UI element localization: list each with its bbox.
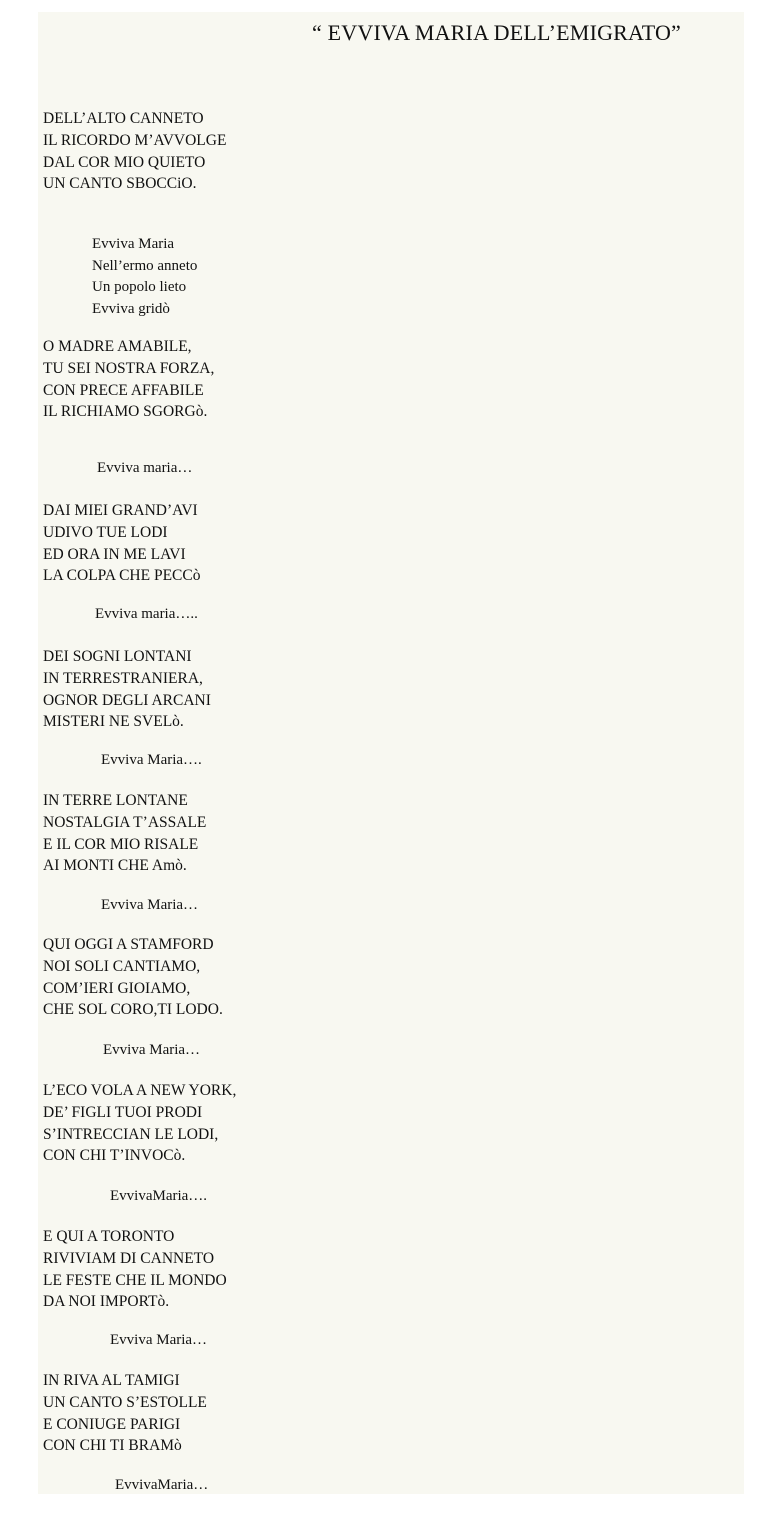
stanza-line: MISTERI NE SVELò. bbox=[43, 713, 184, 731]
stanza-line: DAI MIEI GRAND’AVI bbox=[43, 502, 198, 519]
stanza-line: AI MONTI CHE Amò. bbox=[43, 857, 187, 875]
stanza-9 bbox=[43, 1370, 207, 1457]
stanza-line: UDIVO TUE LODI bbox=[43, 523, 168, 541]
stanza-line: CON CHI TI BRAMò bbox=[43, 1437, 182, 1455]
stanza-line: ED ORA IN ME LAVI bbox=[43, 545, 186, 563]
stanza-line: IL RICORDO M’AVVOLGE bbox=[43, 131, 227, 149]
refrain-5: Evviva Maria… bbox=[103, 1042, 201, 1058]
stanza-6 bbox=[43, 934, 223, 1021]
stanza-5 bbox=[43, 790, 206, 877]
chorus-line: Evviva gridò bbox=[92, 300, 170, 317]
stanza-line: E IL COR MIO RISALE bbox=[43, 835, 199, 853]
stanza-line: IN TERRESTRANIERA, bbox=[43, 669, 203, 687]
stanza-line: DAL COR MIO QUIETO bbox=[43, 153, 206, 171]
refrain-6: EvvivaMaria…. bbox=[110, 1188, 208, 1204]
stanza-line: UN CANTO SBOCCiO. bbox=[43, 175, 197, 193]
stanza-line: CON PRECE AFFABILE bbox=[43, 381, 204, 399]
poem-title: “ EVVIVA MARIA DELL’EMIGRATO” bbox=[312, 20, 681, 45]
stanza-line: L’ECO VOLA A NEW YORK, bbox=[43, 1082, 237, 1099]
stanza-line: TU SEI NOSTRA FORZA, bbox=[43, 359, 215, 377]
stanza-3 bbox=[43, 500, 200, 587]
stanza-line: CHE SOL CORO,TI LODO. bbox=[43, 1001, 223, 1019]
stanza-line: DELL’ALTO CANNETO bbox=[43, 110, 204, 127]
refrain-3: Evviva Maria…. bbox=[101, 752, 202, 768]
stanza-line: E QUI A TORONTO bbox=[43, 1228, 175, 1245]
stanza-line: LE FESTE CHE IL MONDO bbox=[43, 1271, 227, 1289]
stanza-2 bbox=[43, 336, 214, 423]
stanza-4 bbox=[43, 646, 211, 733]
stanza-line: IN TERRE LONTANE bbox=[43, 792, 188, 809]
stanza-line: DA NOI IMPORTò. bbox=[43, 1293, 170, 1311]
stanza-line: UN CANTO S’ESTOLLE bbox=[43, 1393, 207, 1411]
stanza-line: OGNOR DEGLI ARCANI bbox=[43, 691, 211, 709]
refrain-7: Evviva Maria… bbox=[110, 1332, 208, 1348]
refrain-2: Evviva maria….. bbox=[95, 606, 198, 622]
stanza-line: CON CHI T’INVOCò. bbox=[43, 1147, 186, 1165]
stanza-8 bbox=[43, 1226, 227, 1313]
stanza-line: COM’IERI GIOIAMO, bbox=[43, 979, 191, 997]
stanza-line: IN RIVA AL TAMIGI bbox=[43, 1372, 180, 1389]
refrain-1: Evviva maria… bbox=[97, 460, 193, 476]
chorus bbox=[92, 234, 197, 320]
chorus-line: Nell’ermo anneto bbox=[92, 257, 198, 274]
stanza-line: NOSTALGIA T’ASSALE bbox=[43, 813, 207, 831]
chorus-line: Evviva Maria bbox=[92, 236, 175, 252]
stanza-line: RIVIVIAM DI CANNETO bbox=[43, 1249, 215, 1267]
stanza-1 bbox=[43, 108, 226, 195]
stanza-line: E CONIUGE PARIGI bbox=[43, 1415, 181, 1433]
stanza-line: NOI SOLI CANTIAMO, bbox=[43, 957, 201, 975]
stanza-line: DEI SOGNI LONTANI bbox=[43, 648, 192, 665]
stanza-7 bbox=[43, 1080, 236, 1167]
stanza-line: O MADRE AMABILE, bbox=[43, 338, 192, 355]
chorus-line: Un popolo lieto bbox=[92, 279, 187, 295]
refrain-8: EvvivaMaria… bbox=[115, 1477, 209, 1493]
stanza-line: S’INTRECCIAN LE LODI, bbox=[43, 1125, 219, 1143]
stanza-line: LA COLPA CHE PECCò bbox=[43, 567, 201, 585]
stanza-line: DE’ FIGLI TUOI PRODI bbox=[43, 1103, 203, 1121]
stanza-line: QUI OGGI A STAMFORD bbox=[43, 936, 214, 953]
stanza-line: IL RICHIAMO SGORGò. bbox=[43, 403, 208, 421]
refrain-4: Evviva Maria… bbox=[101, 897, 199, 913]
